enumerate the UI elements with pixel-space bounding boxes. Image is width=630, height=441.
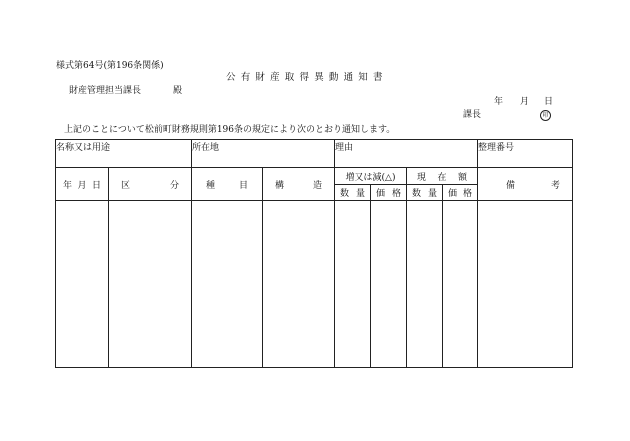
label-cur-qty-2: 量: [428, 189, 438, 199]
label-location: 所在地: [192, 143, 220, 153]
label-reason: 理由: [335, 143, 354, 153]
addressee: 財産管理担当課長: [69, 86, 142, 96]
date-day: 日: [544, 97, 554, 107]
entry-division: [109, 201, 192, 368]
cell-type: [192, 168, 263, 201]
cell-location: [192, 140, 335, 168]
label-remarks-1: 備: [506, 180, 516, 191]
cell-structure: [263, 168, 335, 201]
label-type-1: 種: [206, 180, 216, 191]
label-cur-price-1: 価: [448, 189, 458, 199]
entry-inc-price: [371, 201, 407, 368]
cell-reason: [335, 140, 478, 168]
cell-increase-decrease: [335, 168, 407, 185]
cell-reg-no: [478, 140, 573, 168]
label-increase-decrease: 増又は減(△): [345, 172, 396, 183]
cell-inc-price: [371, 185, 407, 201]
entry-inc-qty: [335, 201, 371, 368]
notification-form-table: [55, 139, 573, 368]
cell-cur-price: [443, 185, 478, 201]
honorific: 殿: [173, 86, 183, 96]
label-remarks-2: 考: [551, 180, 561, 191]
label-cur-qty-1: 数: [412, 189, 422, 199]
seal-stamp: 印: [540, 110, 551, 121]
cell-division: [109, 168, 192, 201]
cell-current-amount: [407, 168, 478, 185]
label-division-2: 分: [170, 180, 180, 191]
label-name-use: 名称又は用途: [56, 143, 111, 153]
date-month: 月: [520, 97, 530, 107]
label-inc-qty-1: 数: [340, 189, 350, 199]
entry-cur-qty: [407, 201, 443, 368]
entry-ymd: [56, 201, 109, 368]
cell-cur-qty: [407, 185, 443, 201]
label-inc-price-1: 価: [376, 189, 386, 199]
label-structure-1: 構: [275, 180, 285, 191]
sender-role: 課長: [463, 110, 482, 120]
cell-inc-qty: [335, 185, 371, 201]
entry-cur-price: [443, 201, 478, 368]
document-title: 公有財産取得異動通知書: [226, 72, 388, 83]
form-number: 様式第64号(第196条関係): [56, 61, 164, 71]
date-year: 年: [494, 97, 504, 107]
entry-structure: [263, 201, 335, 368]
label-division-1: 区: [121, 180, 131, 191]
label-reg-no: 整理番号: [478, 143, 515, 153]
cell-ymd: [56, 168, 109, 201]
label-current-1: 現: [417, 172, 427, 183]
label-day: 日: [91, 180, 101, 191]
label-structure-2: 造: [313, 180, 323, 191]
label-cur-price-2: 格: [463, 189, 473, 199]
label-type-2: 目: [239, 180, 249, 191]
entry-remarks: [478, 201, 573, 368]
label-current-3: 額: [458, 172, 468, 183]
label-month: 月: [77, 180, 87, 191]
table-row: [56, 201, 573, 368]
entry-type: [192, 201, 263, 368]
cell-name-use: [56, 140, 192, 168]
cell-remarks: [478, 168, 573, 201]
label-inc-qty-2: 量: [356, 189, 366, 199]
label-current-2: 在: [437, 172, 447, 183]
label-year: 年: [63, 180, 73, 191]
intro-text: 上記のことについて松前町財務規則第196条の規定により次のとおり通知します。: [64, 125, 396, 135]
label-inc-price-2: 格: [392, 189, 402, 199]
